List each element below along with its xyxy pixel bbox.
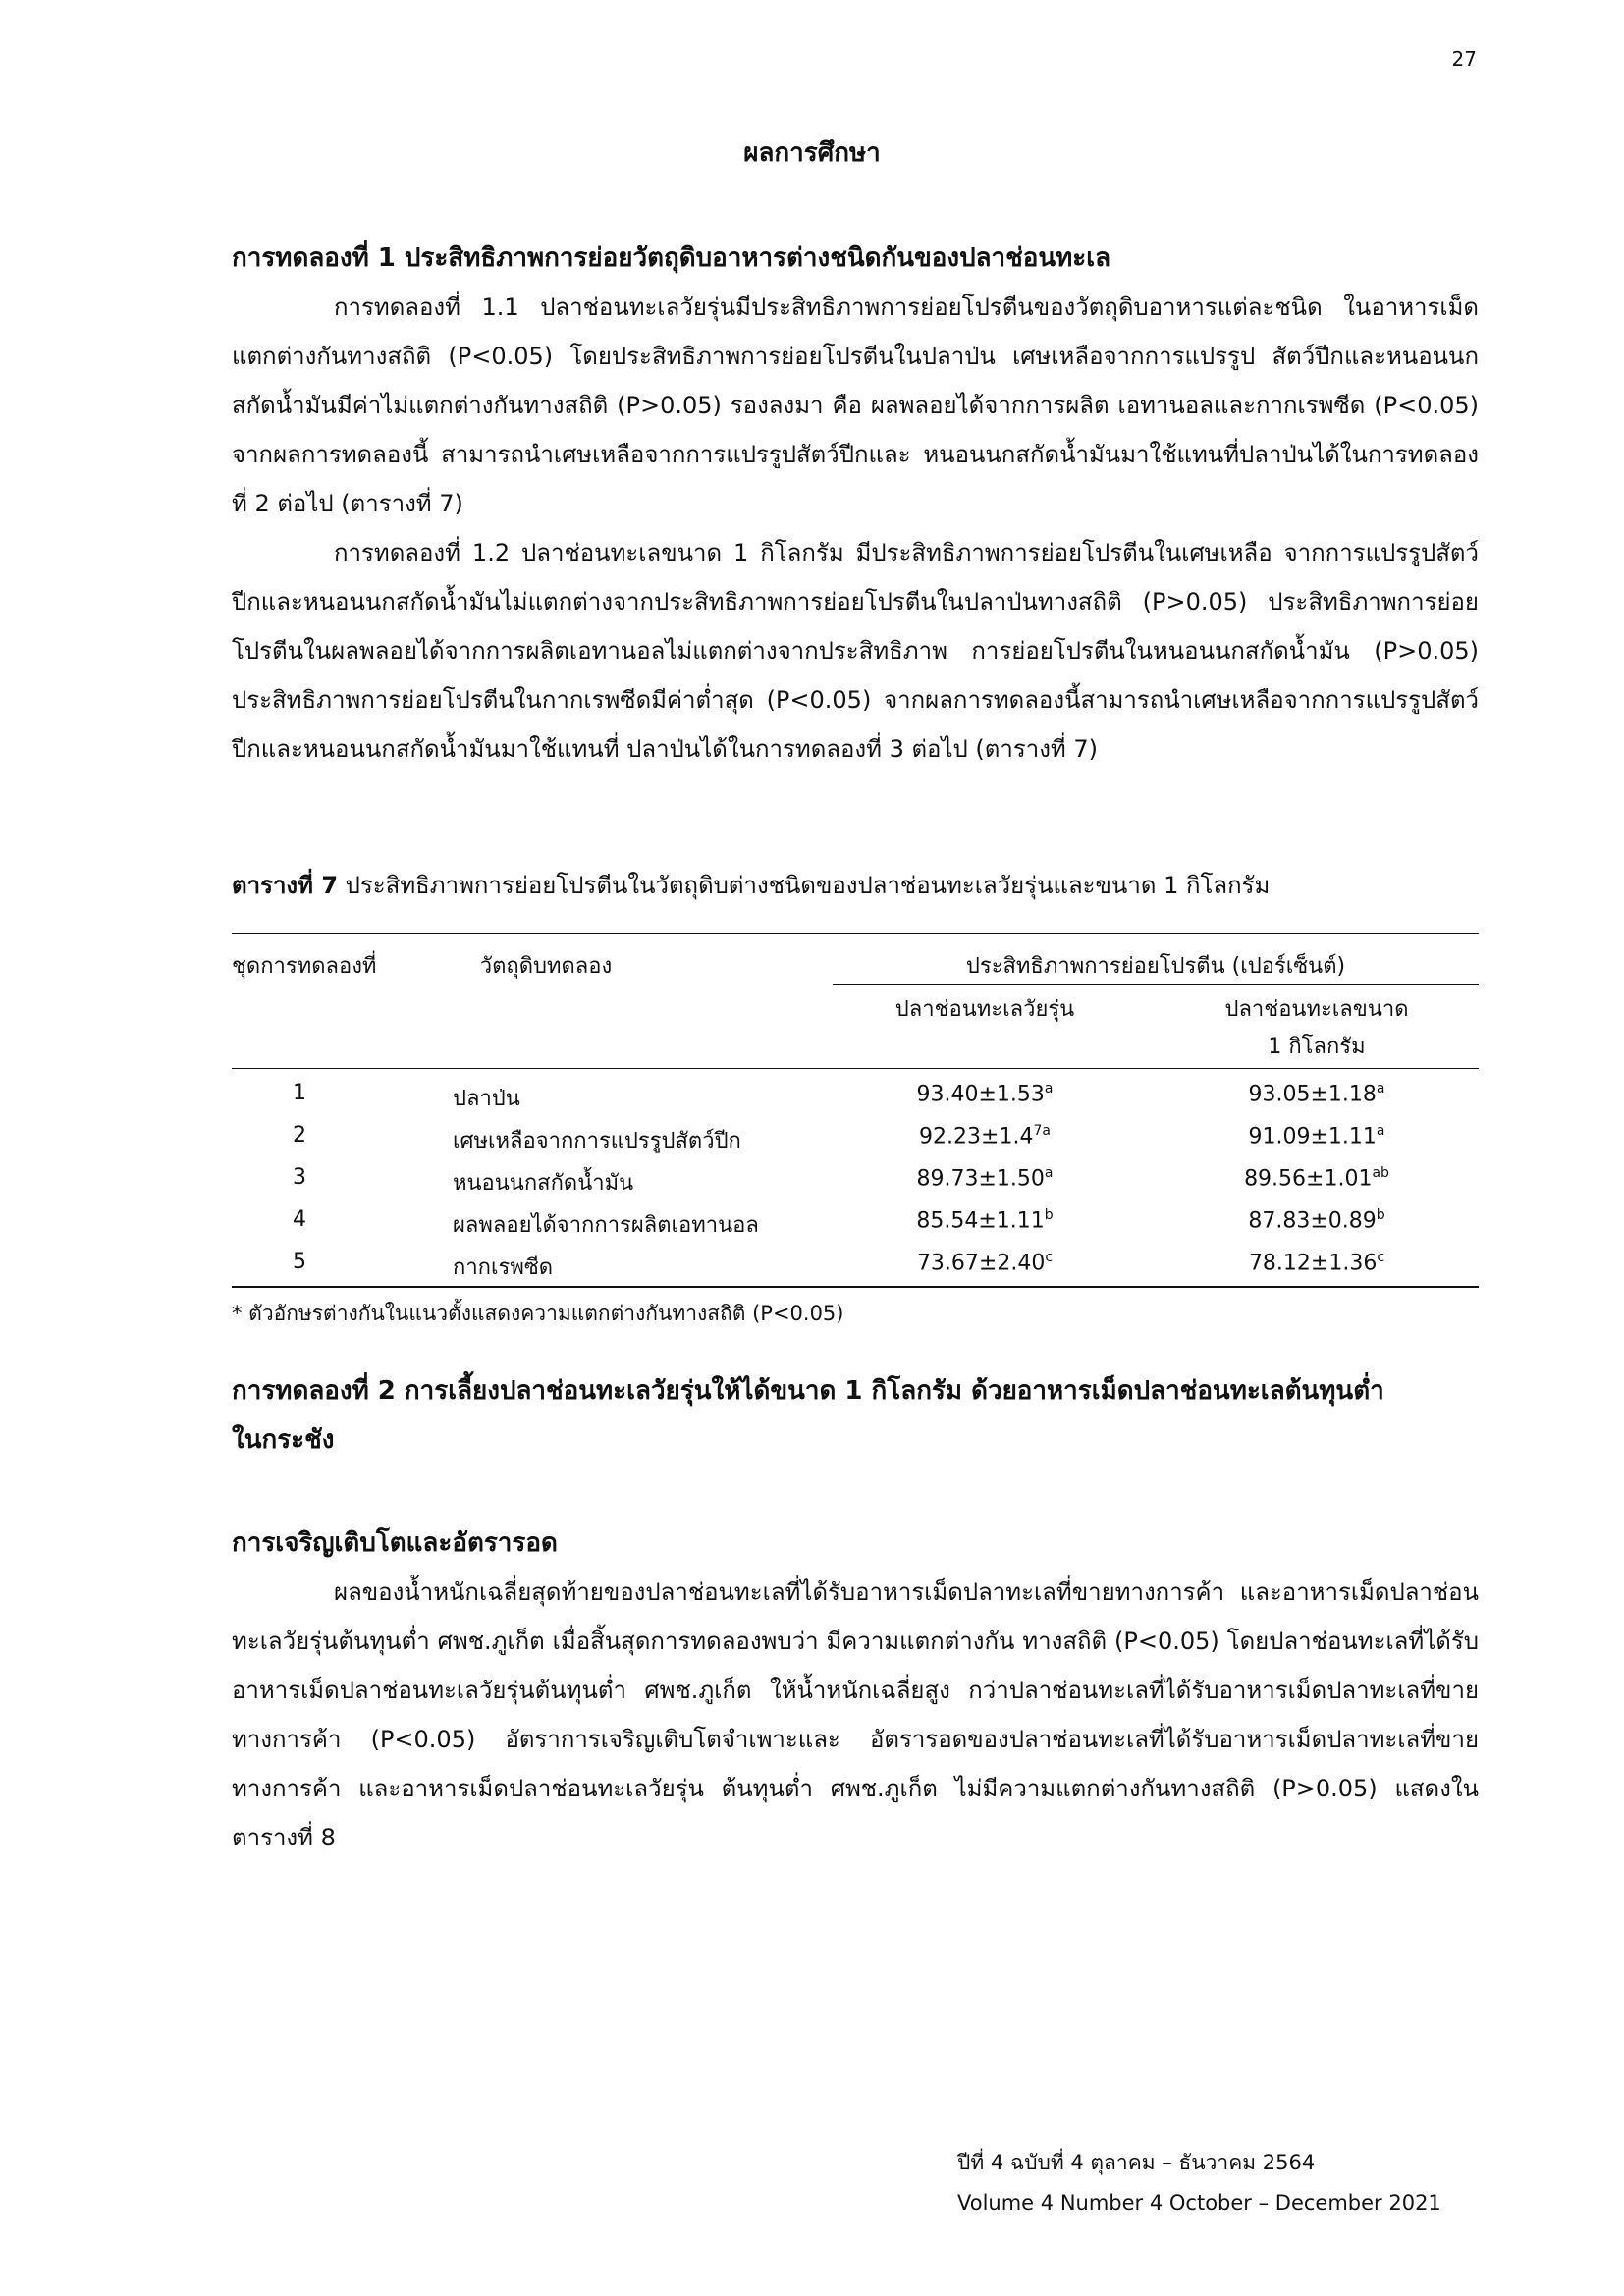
row-set-number: 2 <box>293 1123 306 1148</box>
column-header-digestibility: ประสิทธิภาพการย่อยโปรตีน (เปอร์เซ็นต์) <box>965 954 1346 979</box>
row-juvenile-value: $92.23\pm 1.4^{7a}$ <box>919 1123 1051 1149</box>
section-title: ผลการศึกษา <box>743 138 881 168</box>
row-juvenile-value: 85.54±1.11$^b$ <box>916 1207 1054 1234</box>
column-header-set: ชุดการทดลองที่ <box>232 954 377 979</box>
row-1kg-value: 87.83±0.89$^b$ <box>1248 1207 1385 1234</box>
row-juvenile-value: 73.67±2.40$^c$ <box>916 1250 1054 1276</box>
column-header-1kg-line1: ปลาช่อนทะเลขนาด <box>1224 997 1409 1022</box>
paragraph-experiment-1-1: การทดลองที่ 1.1 ปลาช่อนทะเลวัยรุ่นมีประสิทธิภาพการย่อยโปรตีนของวัตถุดิบอาหารแต่ละชนิด ในอาหารเม็ดแตกต่างกันทางสถิติ (P<0.05) โดยประสิทธิภาพการย่อยโปรตีนในปลาป่น เศษเหลือจากการแปรรูป สัตว์ปีกและหนอนนกสกัดน้ำมันมีค่าไม่แตกต่างกันทางสถิติ (P>0.05) รองลงมา คือ ผลพลอยได้จากการผลิต เอทานอลและกากเรพซีด (P<0.05) จากผลการทดลองนี้ สามารถนำเศษเหลือจากการแปรรูปสัตว์ปีกและ หนอนนกสกัดน้ำมันมาใช้แทนที่ปลาป่นได้ในการทดลองที่ 2 ต่อไป (ตารางที่ 7) <box>232 294 1479 517</box>
experiment-2-heading-line2: ในกระชัง <box>232 1425 335 1455</box>
table-top-rule <box>232 933 1479 934</box>
row-material: หนอนนกสกัดน้ำมัน <box>453 1171 634 1196</box>
row-1kg-value: 91.09±1.11$^a$ <box>1248 1123 1385 1149</box>
row-set-number: 1 <box>293 1081 306 1105</box>
column-header-material: วัตถุดิบทดลอง <box>479 954 613 979</box>
experiment-2-heading-line1: การทดลองที่ 2 การเลี้ยงปลาช่อนทะเลวัยรุ่นให้ได้ขนาด 1 กิโลกรัม ด้วยอาหารเม็ดปลาช่อนทะเลต้นทุนต่ำ <box>232 1376 1384 1406</box>
paragraph-growth: ผลของน้ำหนักเฉลี่ยสุดท้ายของปลาช่อนทะเลที่ได้รับอาหารเม็ดปลาทะเลที่ขายทางการค้า และอาหารเม็ดปลาช่อนทะเลวัยรุ่นต้นทุนต่ำ ศพช.ภูเก็ต เมื่อสิ้นสุดการทดลองพบว่า มีความแตกต่างกัน ทางสถิติ (P<0.05) โดยปลาช่อนทะเลที่ได้รับอาหารเม็ดปลาช่อนทะเลวัยรุ่นต้นทุนต่ำ ศพช.ภูเก็ต ให้น้ำหนักเฉลี่ยสูง กว่าปลาช่อนทะเลที่ได้รับอาหารเม็ดปลาทะเลที่ขายทางการค้า (P<0.05) อัตราการเจริญเติบโตจำเพาะและ อัตรารอดของปลาช่อนทะเลที่ได้รับอาหารเม็ดปลาทะเลที่ขายทางการค้า และอาหารเม็ดปลาช่อนทะเลวัยรุ่น ต้นทุนต่ำ ศพช.ภูเก็ต ไม่มีความแตกต่างกันทางสถิติ (P>0.05) แสดงในตารางที่ 8 <box>232 1578 1479 1851</box>
footer-issue-english: Volume 4 Number 4 October – December 2021 <box>957 2191 1441 2215</box>
page-number: 27 <box>1451 47 1477 71</box>
row-juvenile-value: 89.73±1.50$^a$ <box>916 1165 1054 1192</box>
table-caption-text: ประสิทธิภาพการย่อยโปรตีนในวัตถุดิบต่างชนิดของปลาช่อนทะเลวัยรุ่นและขนาด 1 กิโลกรัม <box>345 872 1271 899</box>
row-juvenile-value: 93.40±1.53$^a$ <box>916 1081 1054 1107</box>
row-material: เศษเหลือจากการแปรรูปสัตว์ปีก <box>453 1129 741 1153</box>
footer-issue-thai: ปีที่ 4 ฉบับที่ 4 ตุลาคม – ธันวาคม 2564 <box>957 2151 1316 2174</box>
paragraph-experiment-1-2: การทดลองที่ 1.2 ปลาช่อนทะเลขนาด 1 กิโลกรัม มีประสิทธิภาพการย่อยโปรตีนในเศษเหลือ จากการแปรรูปสัตว์ปีกและหนอนนกสกัดน้ำมันไม่แตกต่างจากประสิทธิภาพการย่อยโปรตีนในปลาป่นทางสถิติ (P>0.05) ประสิทธิภาพการย่อยโปรตีนในผลพลอยได้จากการผลิตเอทานอลไม่แตกต่างจากประสิทธิภาพ การย่อยโปรตีนในหนอนนกสกัดน้ำมัน (P>0.05) ประสิทธิภาพการย่อยโปรตีนในกากเรพซีดมีค่าต่ำสุด (P<0.05) จากผลการทดลองนี้สามารถนำเศษเหลือจากการแปรรูปสัตว์ปีกและหนอนนกสกัดน้ำมันมาใช้แทนที่ ปลาป่นได้ในการทดลองที่ 3 ต่อไป (ตารางที่ 7) <box>232 539 1479 763</box>
row-material: กากเรพซีด <box>453 1255 554 1280</box>
table-footnote: * ตัวอักษรต่างกันในแนวตั้งแสดงความแตกต่างกันทางสถิติ (P<0.05) <box>232 1302 844 1325</box>
experiment-1-heading: การทดลองที่ 1 ประสิทธิภาพการย่อยวัตถุดิบอาหารต่างชนิดกันของปลาช่อนทะเล <box>232 243 1111 273</box>
group-header-rule <box>833 984 1479 985</box>
row-set-number: 5 <box>293 1250 306 1274</box>
table-caption-label: ตารางที่ 7 <box>232 872 339 899</box>
row-material: ปลาป่น <box>453 1087 520 1111</box>
column-header-juvenile: ปลาช่อนทะเลวัยรุ่น <box>894 997 1075 1022</box>
column-header-1kg-line2: 1 กิโลกรัม <box>1268 1035 1366 1059</box>
growth-survival-heading: การเจริญเติบโตและอัตรารอด <box>232 1528 558 1558</box>
row-1kg-value: 89.56±1.01$^{ab}$ <box>1244 1165 1389 1192</box>
table-header-rule <box>232 1068 1479 1069</box>
table-caption <box>232 866 1508 905</box>
row-material: ผลพลอยได้จากการผลิตเอทานอล <box>453 1213 759 1238</box>
row-1kg-value: 78.12±1.36$^c$ <box>1248 1250 1385 1276</box>
row-set-number: 4 <box>293 1207 306 1232</box>
row-1kg-value: 93.05±1.18$^a$ <box>1248 1081 1385 1107</box>
table-bottom-rule <box>232 1286 1479 1288</box>
row-set-number: 3 <box>293 1165 306 1190</box>
